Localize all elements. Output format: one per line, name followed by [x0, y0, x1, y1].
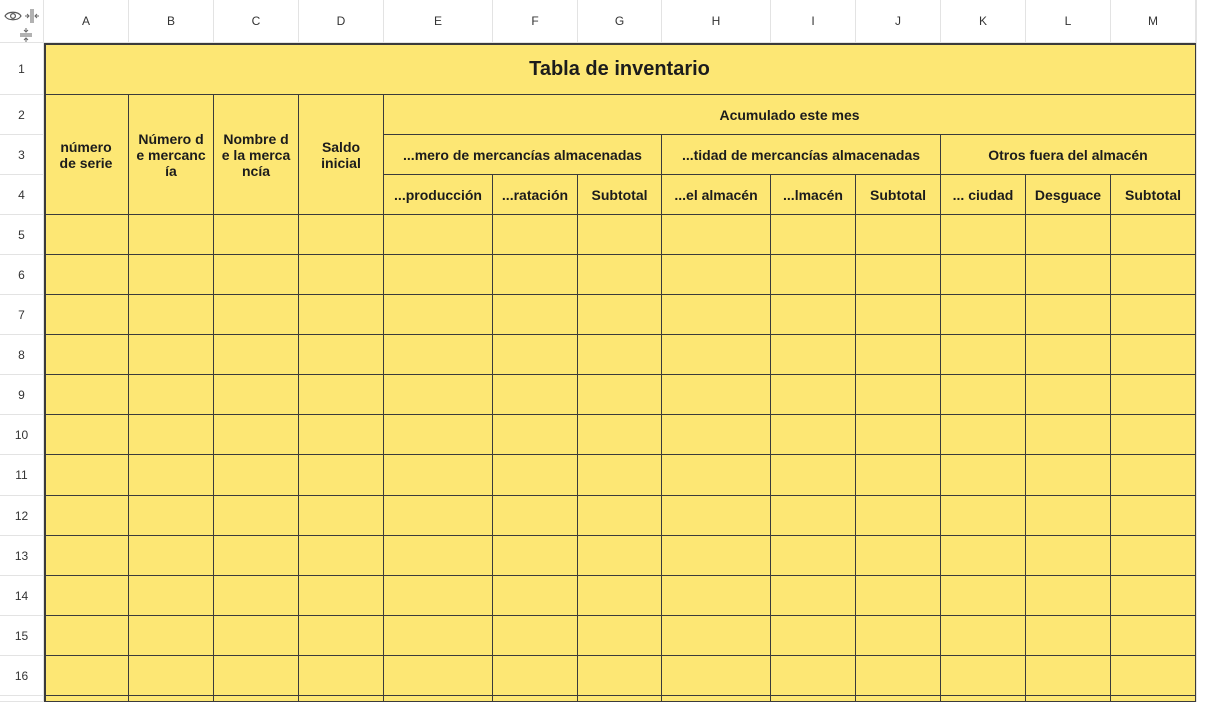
cell-d14[interactable] — [299, 576, 384, 616]
cell-k14[interactable] — [941, 576, 1026, 616]
cell-g15[interactable] — [578, 616, 662, 656]
cell-e13[interactable] — [384, 536, 493, 576]
row-header-13[interactable]: 13 — [0, 536, 44, 576]
cell-h16[interactable] — [662, 656, 771, 696]
cell-l13[interactable] — [1026, 536, 1111, 576]
sheet-corner[interactable] — [0, 0, 44, 43]
cell-i9[interactable] — [771, 375, 856, 415]
cell-g5[interactable] — [578, 215, 662, 255]
column-header-m[interactable]: M — [1111, 0, 1196, 43]
table-top-border — [44, 43, 1196, 45]
header-sub-k[interactable]: ... ciudad — [941, 175, 1026, 215]
header-sub-j[interactable]: Subtotal — [856, 175, 941, 215]
cell-a11[interactable] — [44, 455, 129, 496]
column-header-l[interactable]: L — [1026, 0, 1111, 43]
cell-i14[interactable] — [771, 576, 856, 616]
cell-a9[interactable] — [44, 375, 129, 415]
cell-f14[interactable] — [493, 576, 578, 616]
cell-d5[interactable] — [299, 215, 384, 255]
cell-h17[interactable] — [662, 696, 771, 702]
row-header-16[interactable]: 16 — [0, 656, 44, 696]
cell-l15[interactable] — [1026, 616, 1111, 656]
header-sub-f[interactable]: ...ratación — [493, 175, 578, 215]
cell-i17[interactable] — [771, 696, 856, 702]
cell-l9[interactable] — [1026, 375, 1111, 415]
cell-f8[interactable] — [493, 335, 578, 375]
row-header-6[interactable]: 6 — [0, 255, 44, 295]
header-sub-g[interactable]: Subtotal — [578, 175, 662, 215]
header-item-number[interactable]: Número de mercancía — [129, 95, 214, 215]
cell-c10[interactable] — [214, 415, 299, 455]
row-header-9[interactable]: 9 — [0, 375, 44, 415]
cell-d11[interactable] — [299, 455, 384, 496]
cell-m17[interactable] — [1111, 696, 1196, 702]
cell-a16[interactable] — [44, 656, 129, 696]
cell-b9[interactable] — [129, 375, 214, 415]
cell-b6[interactable] — [129, 255, 214, 295]
cell-c15[interactable] — [214, 616, 299, 656]
row-header-11[interactable]: 11 — [0, 455, 44, 496]
cell-f5[interactable] — [493, 215, 578, 255]
cell-h6[interactable] — [662, 255, 771, 295]
cell-e12[interactable] — [384, 496, 493, 536]
row-header-10[interactable]: 10 — [0, 415, 44, 455]
cell-a5[interactable] — [44, 215, 129, 255]
cell-k7[interactable] — [941, 295, 1026, 335]
cell-g17[interactable] — [578, 696, 662, 702]
cell-b15[interactable] — [129, 616, 214, 656]
row-header-14[interactable]: 14 — [0, 576, 44, 616]
column-header-g[interactable]: G — [578, 0, 662, 43]
header-group-e-g[interactable]: ...mero de mercancías almacenadas — [384, 135, 662, 175]
cell-f15[interactable] — [493, 616, 578, 656]
cell-k8[interactable] — [941, 335, 1026, 375]
column-header-b[interactable]: B — [129, 0, 214, 43]
cell-m8[interactable] — [1111, 335, 1196, 375]
cell-l8[interactable] — [1026, 335, 1111, 375]
cell-m14[interactable] — [1111, 576, 1196, 616]
cell-k11[interactable] — [941, 455, 1026, 496]
cell-j14[interactable] — [856, 576, 941, 616]
table-left-border — [44, 43, 46, 702]
column-header-i[interactable]: I — [771, 0, 856, 43]
header-group-h-j[interactable]: ...tidad de mercancías almacenadas — [662, 135, 941, 175]
cell-i15[interactable] — [771, 616, 856, 656]
cell-e11[interactable] — [384, 455, 493, 496]
cell-a8[interactable] — [44, 335, 129, 375]
header-serial-number[interactable]: número de serie — [44, 95, 129, 215]
cell-j5[interactable] — [856, 215, 941, 255]
cell-a7[interactable] — [44, 295, 129, 335]
cell-j10[interactable] — [856, 415, 941, 455]
cell-c13[interactable] — [214, 536, 299, 576]
cell-j7[interactable] — [856, 295, 941, 335]
header-sub-l[interactable]: Desguace — [1026, 175, 1111, 215]
cell-d8[interactable] — [299, 335, 384, 375]
row-header-2[interactable]: 2 — [0, 95, 44, 135]
cell-i13[interactable] — [771, 536, 856, 576]
cell-a13[interactable] — [44, 536, 129, 576]
cell-c16[interactable] — [214, 656, 299, 696]
cell-h9[interactable] — [662, 375, 771, 415]
row-header-8[interactable]: 8 — [0, 335, 44, 375]
cell-e16[interactable] — [384, 656, 493, 696]
cell-c14[interactable] — [214, 576, 299, 616]
cell-h7[interactable] — [662, 295, 771, 335]
row-header-partial[interactable] — [0, 696, 44, 702]
cell-h8[interactable] — [662, 335, 771, 375]
cell-j9[interactable] — [856, 375, 941, 415]
cell-m5[interactable] — [1111, 215, 1196, 255]
cell-c12[interactable] — [214, 496, 299, 536]
row-header-15[interactable]: 15 — [0, 616, 44, 656]
cell-d15[interactable] — [299, 616, 384, 656]
cell-d6[interactable] — [299, 255, 384, 295]
cell-c8[interactable] — [214, 335, 299, 375]
cell-j16[interactable] — [856, 656, 941, 696]
cell-d12[interactable] — [299, 496, 384, 536]
cell-l11[interactable] — [1026, 455, 1111, 496]
cell-h5[interactable] — [662, 215, 771, 255]
cell-g14[interactable] — [578, 576, 662, 616]
cell-f6[interactable] — [493, 255, 578, 295]
cell-f10[interactable] — [493, 415, 578, 455]
cell-l16[interactable] — [1026, 656, 1111, 696]
row-resize-icon[interactable] — [18, 28, 34, 42]
cell-k5[interactable] — [941, 215, 1026, 255]
cell-e8[interactable] — [384, 335, 493, 375]
header-sub-h[interactable]: ...el almacén — [662, 175, 771, 215]
header-item-name[interactable]: Nombre de la mercancía — [214, 95, 299, 215]
cell-g16[interactable] — [578, 656, 662, 696]
cell-b7[interactable] — [129, 295, 214, 335]
cell-g13[interactable] — [578, 536, 662, 576]
cell-l6[interactable] — [1026, 255, 1111, 295]
row-header-4[interactable]: 4 — [0, 175, 44, 215]
column-header-d[interactable]: D — [299, 0, 384, 43]
cell-g6[interactable] — [578, 255, 662, 295]
cell-l17[interactable] — [1026, 696, 1111, 702]
header-sub-i[interactable]: ...lmacén — [771, 175, 856, 215]
cell-g12[interactable] — [578, 496, 662, 536]
cell-f16[interactable] — [493, 656, 578, 696]
cell-d17[interactable] — [299, 696, 384, 702]
cell-g11[interactable] — [578, 455, 662, 496]
cell-h10[interactable] — [662, 415, 771, 455]
cell-h12[interactable] — [662, 496, 771, 536]
cell-k17[interactable] — [941, 696, 1026, 702]
cell-b10[interactable] — [129, 415, 214, 455]
cell-a15[interactable] — [44, 616, 129, 656]
cell-l10[interactable] — [1026, 415, 1111, 455]
eye-icon[interactable] — [4, 10, 22, 22]
cell-d7[interactable] — [299, 295, 384, 335]
cell-e6[interactable] — [384, 255, 493, 295]
cell-h15[interactable] — [662, 616, 771, 656]
cell-b11[interactable] — [129, 455, 214, 496]
cell-e5[interactable] — [384, 215, 493, 255]
cell-b13[interactable] — [129, 536, 214, 576]
cell-i11[interactable] — [771, 455, 856, 496]
cell-e9[interactable] — [384, 375, 493, 415]
cell-k12[interactable] — [941, 496, 1026, 536]
cell-b17[interactable] — [129, 696, 214, 702]
cell-l7[interactable] — [1026, 295, 1111, 335]
cell-e17[interactable] — [384, 696, 493, 702]
cell-e10[interactable] — [384, 415, 493, 455]
cell-a17[interactable] — [44, 696, 129, 702]
cell-m10[interactable] — [1111, 415, 1196, 455]
cell-d9[interactable] — [299, 375, 384, 415]
cell-f13[interactable] — [493, 536, 578, 576]
row-header-7[interactable]: 7 — [0, 295, 44, 335]
cell-b8[interactable] — [129, 335, 214, 375]
cell-j6[interactable] — [856, 255, 941, 295]
cell-g7[interactable] — [578, 295, 662, 335]
cell-b12[interactable] — [129, 496, 214, 536]
cell-l14[interactable] — [1026, 576, 1111, 616]
row-header-1[interactable]: 1 — [0, 43, 44, 95]
cell-d13[interactable] — [299, 536, 384, 576]
cell-m12[interactable] — [1111, 496, 1196, 536]
cell-f17[interactable] — [493, 696, 578, 702]
cell-m9[interactable] — [1111, 375, 1196, 415]
cell-j8[interactable] — [856, 335, 941, 375]
cell-i7[interactable] — [771, 295, 856, 335]
cell-f7[interactable] — [493, 295, 578, 335]
cell-g9[interactable] — [578, 375, 662, 415]
header-sub-m[interactable]: Subtotal — [1111, 175, 1196, 215]
cell-g10[interactable] — [578, 415, 662, 455]
cell-m16[interactable] — [1111, 656, 1196, 696]
cell-j11[interactable] — [856, 455, 941, 496]
column-header-a[interactable]: A — [44, 0, 129, 43]
cell-a6[interactable] — [44, 255, 129, 295]
cell-l5[interactable] — [1026, 215, 1111, 255]
cell-h14[interactable] — [662, 576, 771, 616]
cell-e7[interactable] — [384, 295, 493, 335]
cell-i5[interactable] — [771, 215, 856, 255]
cell-f12[interactable] — [493, 496, 578, 536]
cell-b16[interactable] — [129, 656, 214, 696]
cell-i6[interactable] — [771, 255, 856, 295]
cell-l12[interactable] — [1026, 496, 1111, 536]
cell-m13[interactable] — [1111, 536, 1196, 576]
cell-a10[interactable] — [44, 415, 129, 455]
column-header-f[interactable]: F — [493, 0, 578, 43]
header-group-k-m[interactable]: Otros fuera del almacén — [941, 135, 1196, 175]
cell-c17[interactable] — [214, 696, 299, 702]
cell-k9[interactable] — [941, 375, 1026, 415]
column-header-k[interactable]: K — [941, 0, 1026, 43]
cell-e14[interactable] — [384, 576, 493, 616]
cell-a14[interactable] — [44, 576, 129, 616]
cell-c9[interactable] — [214, 375, 299, 415]
sheet-margin — [1196, 0, 1210, 702]
row-header-5[interactable]: 5 — [0, 215, 44, 255]
column-header-h[interactable]: H — [662, 0, 771, 43]
cell-j17[interactable] — [856, 696, 941, 702]
cell-m15[interactable] — [1111, 616, 1196, 656]
cell-h11[interactable] — [662, 455, 771, 496]
cell-j15[interactable] — [856, 616, 941, 656]
cell-k10[interactable] — [941, 415, 1026, 455]
cell-e15[interactable] — [384, 616, 493, 656]
cell-d16[interactable] — [299, 656, 384, 696]
cell-b5[interactable] — [129, 215, 214, 255]
cell-f11[interactable] — [493, 455, 578, 496]
cell-a12[interactable] — [44, 496, 129, 536]
table-title[interactable]: Tabla de inventario — [44, 43, 1196, 95]
row-header-12[interactable]: 12 — [0, 496, 44, 536]
cell-j12[interactable] — [856, 496, 941, 536]
cell-b14[interactable] — [129, 576, 214, 616]
column-header-e[interactable]: E — [384, 0, 493, 43]
cell-i12[interactable] — [771, 496, 856, 536]
cell-i16[interactable] — [771, 656, 856, 696]
cell-i10[interactable] — [771, 415, 856, 455]
row-header-3[interactable]: 3 — [0, 135, 44, 175]
cell-f9[interactable] — [493, 375, 578, 415]
cell-c6[interactable] — [214, 255, 299, 295]
cell-i8[interactable] — [771, 335, 856, 375]
cell-m6[interactable] — [1111, 255, 1196, 295]
cell-h13[interactable] — [662, 536, 771, 576]
cell-k13[interactable] — [941, 536, 1026, 576]
column-header-j[interactable]: J — [856, 0, 941, 43]
header-opening-balance[interactable]: Saldo inicial — [299, 95, 384, 215]
header-sub-e[interactable]: ...producción — [384, 175, 493, 215]
cell-m11[interactable] — [1111, 455, 1196, 496]
cell-k16[interactable] — [941, 656, 1026, 696]
cell-c7[interactable] — [214, 295, 299, 335]
cell-g8[interactable] — [578, 335, 662, 375]
column-header-c[interactable]: C — [214, 0, 299, 43]
cell-k6[interactable] — [941, 255, 1026, 295]
cell-c5[interactable] — [214, 215, 299, 255]
column-resize-icon[interactable] — [24, 8, 40, 24]
cell-j13[interactable] — [856, 536, 941, 576]
header-accumulated-month[interactable]: Acumulado este mes — [384, 95, 1196, 135]
cell-m7[interactable] — [1111, 295, 1196, 335]
cell-k15[interactable] — [941, 616, 1026, 656]
cell-d10[interactable] — [299, 415, 384, 455]
cell-c11[interactable] — [214, 455, 299, 496]
